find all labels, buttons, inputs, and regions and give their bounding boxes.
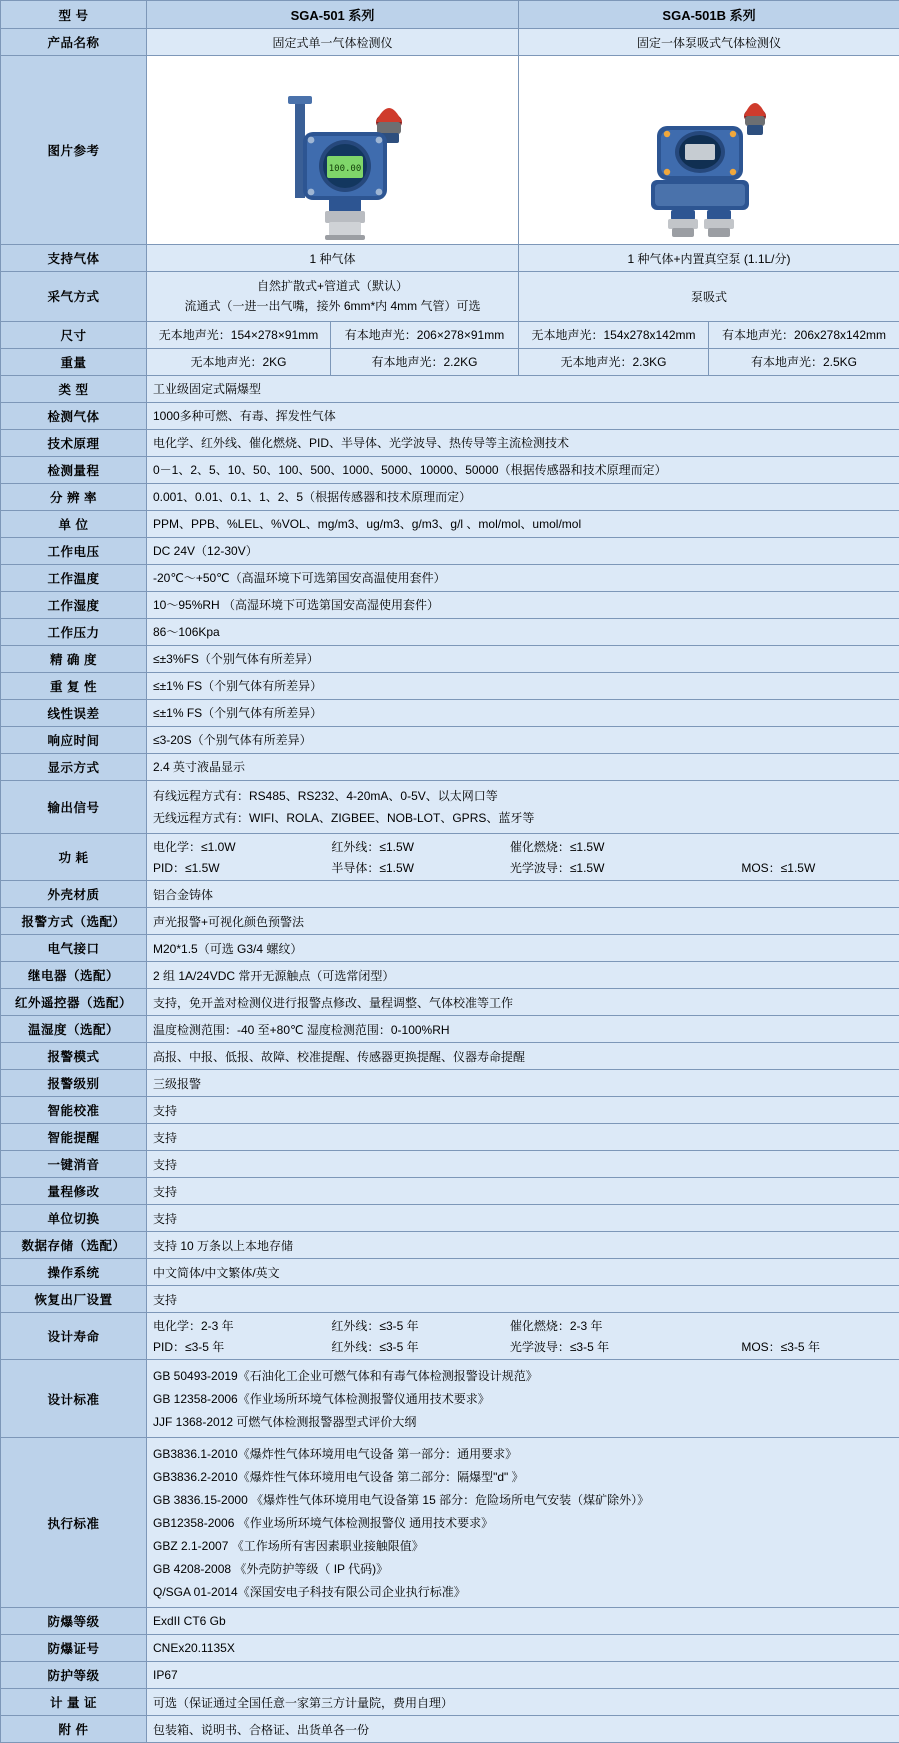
row-label-pressure: 工作压力 — [1, 618, 147, 645]
row-label-range-modify: 量程修改 — [1, 1178, 147, 1205]
table-row-type — [1, 375, 899, 402]
row-label-product-name: 产品名称 — [1, 29, 147, 56]
table-row-size — [1, 321, 899, 348]
table-row-output — [1, 780, 899, 833]
header-model-b: SGA-501B 系列 — [519, 1, 899, 29]
row-label-ex-cert: 防爆证号 — [1, 1635, 147, 1662]
row-label-detect-gas: 检测气体 — [1, 402, 147, 429]
table-row-factory-reset — [1, 1286, 899, 1313]
exec-standard-item: GB3836.2-2010《爆炸性气体环境用电气设备 第二部分：隔爆型"d" 》 — [153, 1465, 893, 1488]
table-row-alarm-mode-opt — [1, 908, 899, 935]
row-label-alarm-mode: 报警模式 — [1, 1043, 147, 1070]
value-alarm-mode: 高报、中报、低报、故障、校准提醒、传感器更换提醒、仪器寿命提醒 — [147, 1043, 899, 1070]
life-cell-4: PID：≤3-5 年 — [153, 1338, 327, 1355]
row-label-design-life: 设计寿命 — [1, 1313, 147, 1360]
value-temp-hum-opt: 温度检测范围：-40 至+80℃ 湿度检测范围：0-100%RH — [147, 1016, 899, 1043]
value-detect-gas: 1000多种可燃、有毒、挥发性气体 — [147, 402, 899, 429]
value-relay: 2 组 1A/24VDC 常开无源触点（可选常闭型） — [147, 962, 899, 989]
design-standard-item: GB 50493-2019《石油化工企业可燃气体和有毒气体检测报警设计规范》 — [153, 1364, 893, 1387]
value-design-life — [147, 1313, 899, 1360]
value-humidity: 10～95%RH （高湿环境下可选第国安高湿使用套件） — [147, 591, 899, 618]
value-voltage: DC 24V（12-30V） — [147, 537, 899, 564]
row-label-support-gas: 支持气体 — [1, 245, 147, 272]
table-row-accuracy — [1, 645, 899, 672]
life-cell-5: 红外线：≤3-5 年 — [331, 1338, 505, 1355]
row-label-sampling: 采气方式 — [1, 272, 147, 322]
row-label-relay: 继电器（选配） — [1, 962, 147, 989]
value-weight-a1: 无本地声光：2KG — [147, 348, 331, 375]
table-row-ir-remote — [1, 989, 899, 1016]
value-factory-reset: 支持 — [147, 1286, 899, 1313]
table-row-temp-hum-opt — [1, 1016, 899, 1043]
power-cell-6: 光学波导：≤1.5W — [510, 859, 738, 876]
table-row-temperature — [1, 564, 899, 591]
row-label-output: 输出信号 — [1, 780, 147, 833]
value-unit: PPM、PPB、%LEL、%VOL、mg/m3、ug/m3、g/m3、g/l 、mol/mol、umol/mol — [147, 510, 899, 537]
value-support-gas-a: 1 种气体 — [147, 245, 519, 272]
row-label-humidity: 工作湿度 — [1, 591, 147, 618]
value-display: 2.4 英寸液晶显示 — [147, 753, 899, 780]
gas-detector-wall-mount-icon — [203, 60, 463, 240]
value-response-time: ≤3-20S（个别气体有所差异） — [147, 726, 899, 753]
power-cell-7: MOS：≤1.5W — [741, 859, 893, 876]
power-cell-2: 催化燃烧：≤1.5W — [510, 838, 738, 855]
table-row-resolution — [1, 483, 899, 510]
value-support-gas-b: 1 种气体+内置真空泵 (1.1L/分) — [519, 245, 899, 272]
value-sampling-b: 泵吸式 — [519, 272, 899, 322]
value-size-a2: 有本地声光：206×278×91mm — [331, 321, 519, 348]
table-row-ex-level — [1, 1608, 899, 1635]
product-image-b — [519, 56, 899, 245]
value-type: 工业级固定式隔爆型 — [147, 375, 899, 402]
value-size-a1: 无本地声光：154×278×91mm — [147, 321, 331, 348]
value-resolution: 0.001、0.01、0.1、1、2、5（根据传感器和技术原理而定） — [147, 483, 899, 510]
table-row-os — [1, 1259, 899, 1286]
exec-standard-item: GB 3836.15-2000 《爆炸性气体环境用电气设备第 15 部分：危险场所电气安装（煤矿除外）》 — [153, 1488, 893, 1511]
table-row-alarm-mode — [1, 1043, 899, 1070]
row-label-linear-error: 线性误差 — [1, 699, 147, 726]
row-label-exec-standard: 执行标准 — [1, 1438, 147, 1608]
table-row-response-time — [1, 726, 899, 753]
table-row-sampling — [1, 272, 899, 322]
value-accessories: 包装箱、说明书、合格证、出货单各一份 — [147, 1716, 899, 1743]
value-unit-switch: 支持 — [147, 1205, 899, 1232]
value-one-key-mute: 支持 — [147, 1151, 899, 1178]
design-standard-item: JJF 1368-2012 可燃气体检测报警器型式评价大纲 — [153, 1410, 893, 1433]
row-label-principle: 技术原理 — [1, 429, 147, 456]
table-row-design-standard — [1, 1360, 899, 1438]
row-label-data-storage: 数据存储（选配） — [1, 1232, 147, 1259]
table-row-repeatability — [1, 672, 899, 699]
row-label-display: 显示方式 — [1, 753, 147, 780]
value-weight-b2: 有本地声光：2.5KG — [709, 348, 899, 375]
life-cell-1: 红外线：≤3-5 年 — [331, 1317, 505, 1334]
row-label-unit: 单 位 — [1, 510, 147, 537]
device-illustration-b — [525, 60, 893, 240]
exec-standard-item: GB12358-2006 《作业场所环境气体检测报警仪 通用技术要求》 — [153, 1511, 893, 1534]
output-line2: 无线远程方式有：WIFI、ROLA、ZIGBEE、NOB-LOT、GPRS、蓝牙等 — [153, 807, 893, 829]
table-row-power — [1, 834, 899, 881]
life-cell-2: 催化燃烧：2-3 年 — [510, 1317, 738, 1334]
svg-text:100.00: 100.00 — [328, 164, 361, 174]
row-label-resolution: 分 辨 率 — [1, 483, 147, 510]
row-label-accuracy: 精 确 度 — [1, 645, 147, 672]
row-label-accessories: 附 件 — [1, 1716, 147, 1743]
table-row-accessories — [1, 1716, 899, 1743]
row-label-size: 尺寸 — [1, 321, 147, 348]
row-label-smart-reminder: 智能提醒 — [1, 1124, 147, 1151]
table-row-relay — [1, 962, 899, 989]
table-row-ip-level — [1, 1662, 899, 1689]
power-cell-3 — [741, 838, 893, 855]
value-ip-level: IP67 — [147, 1662, 899, 1689]
row-label-alarm-mode-opt: 报警方式（选配） — [1, 908, 147, 935]
row-label-range: 检测量程 — [1, 456, 147, 483]
table-row-unit — [1, 510, 899, 537]
value-weight-a2: 有本地声光：2.2KG — [331, 348, 519, 375]
value-shell: 铝合金铸体 — [147, 881, 899, 908]
table-row-metering-cert — [1, 1689, 899, 1716]
value-ex-cert: CNEx20.1135X — [147, 1635, 899, 1662]
row-label-electrical-interface: 电气接口 — [1, 935, 147, 962]
value-size-b2: 有本地声光：206x278x142mm — [709, 321, 899, 348]
value-range: 0－1、2、5、10、50、100、500、1000、5000、10000、50000（根据传感器和技术原理而定） — [147, 456, 899, 483]
table-row-shell — [1, 881, 899, 908]
table-row-weight — [1, 348, 899, 375]
table-row-range — [1, 456, 899, 483]
sampling-a-line1: 自然扩散式+管道式（默认） — [153, 276, 512, 296]
table-row-linear-error — [1, 699, 899, 726]
value-alarm-level: 三级报警 — [147, 1070, 899, 1097]
exec-standard-item: Q/SGA 01-2014《深国安电子科技有限公司企业执行标准》 — [153, 1580, 893, 1603]
table-row-alarm-level — [1, 1070, 899, 1097]
value-data-storage: 支持 10 万条以上本地存储 — [147, 1232, 899, 1259]
value-repeatability: ≤±1% FS（个别气体有所差异） — [147, 672, 899, 699]
value-pressure: 86～106Kpa — [147, 618, 899, 645]
value-ir-remote: 支持，免开盖对检测仪进行报警点修改、量程调整、气体校准等工作 — [147, 989, 899, 1016]
table-row-pressure — [1, 618, 899, 645]
row-label-factory-reset: 恢复出厂设置 — [1, 1286, 147, 1313]
row-label-response-time: 响应时间 — [1, 726, 147, 753]
value-design-standard — [147, 1360, 899, 1438]
row-label-power: 功 耗 — [1, 834, 147, 881]
value-metering-cert: 可选（保证通过全国任意一家第三方计量院，费用自理） — [147, 1689, 899, 1716]
power-cell-1: 红外线：≤1.5W — [331, 838, 505, 855]
value-product-name-a: 固定式单一气体检测仪 — [147, 29, 519, 56]
row-label-one-key-mute: 一键消音 — [1, 1151, 147, 1178]
table-row-smart-reminder — [1, 1124, 899, 1151]
value-temperature: -20℃～+50℃（高温环境下可选第国安高温使用套件） — [147, 564, 899, 591]
table-row-unit-switch — [1, 1205, 899, 1232]
exec-standard-item: GB3836.1-2010《爆炸性气体环境用电气设备 第一部分：通用要求》 — [153, 1442, 893, 1465]
device-illustration-a — [153, 60, 512, 240]
value-linear-error: ≤±1% FS（个别气体有所差异） — [147, 699, 899, 726]
table-row-detect-gas — [1, 402, 899, 429]
table-row-image-ref — [1, 56, 899, 245]
value-exec-standard — [147, 1438, 899, 1608]
power-cell-5: 半导体：≤1.5W — [331, 859, 505, 876]
row-label-os: 操作系统 — [1, 1259, 147, 1286]
table-row-smart-calibration — [1, 1097, 899, 1124]
row-label-temp-hum-opt: 温湿度（选配） — [1, 1016, 147, 1043]
value-principle: 电化学、红外线、催化燃烧、PID、半导体、光学波导、热传导等主流检测技术 — [147, 429, 899, 456]
value-range-modify: 支持 — [147, 1178, 899, 1205]
value-output — [147, 780, 899, 833]
value-size-b1: 无本地声光：154x278x142mm — [519, 321, 709, 348]
row-label-shell: 外壳材质 — [1, 881, 147, 908]
row-label-repeatability: 重 复 性 — [1, 672, 147, 699]
table-row-principle — [1, 429, 899, 456]
life-cell-0: 电化学：2-3 年 — [153, 1317, 327, 1334]
table-row-voltage — [1, 537, 899, 564]
table-row-data-storage — [1, 1232, 899, 1259]
table-row-design-life — [1, 1313, 899, 1360]
life-cell-3 — [741, 1317, 893, 1334]
value-electrical-interface: M20*1.5（可选 G3/4 螺纹） — [147, 935, 899, 962]
header-model-a: SGA-501 系列 — [147, 1, 519, 29]
row-label-smart-calibration: 智能校准 — [1, 1097, 147, 1124]
row-label-design-standard: 设计标准 — [1, 1360, 147, 1438]
value-accuracy: ≤±3%FS（个别气体有所差异） — [147, 645, 899, 672]
table-row-exec-standard — [1, 1438, 899, 1608]
exec-standard-item: GBZ 2.1-2007 《工作场所有害因素职业接触限值》 — [153, 1534, 893, 1557]
row-label-voltage: 工作电压 — [1, 537, 147, 564]
row-label-ex-level: 防爆等级 — [1, 1608, 147, 1635]
row-label-weight: 重量 — [1, 348, 147, 375]
table-row-support-gas — [1, 245, 899, 272]
row-label-temperature: 工作温度 — [1, 564, 147, 591]
power-cell-4: PID：≤1.5W — [153, 859, 327, 876]
row-label-unit-switch: 单位切换 — [1, 1205, 147, 1232]
row-label-model: 型 号 — [1, 1, 147, 29]
table-row-one-key-mute — [1, 1151, 899, 1178]
life-cell-6: 光学波导：≤3-5 年 — [510, 1338, 738, 1355]
value-power — [147, 834, 899, 881]
life-cell-7: MOS：≤3-5 年 — [741, 1338, 893, 1355]
sampling-a-line2: 流通式（一进一出气嘴，接外 6mm*内 4mm 气管）可选 — [153, 296, 512, 316]
design-standard-item: GB 12358-2006《作业场所环境气体检测报警仪通用技术要求》 — [153, 1387, 893, 1410]
value-product-name-b: 固定一体泵吸式气体检测仪 — [519, 29, 899, 56]
value-weight-b1: 无本地声光：2.3KG — [519, 348, 709, 375]
row-label-alarm-level: 报警级别 — [1, 1070, 147, 1097]
row-label-type: 类 型 — [1, 375, 147, 402]
design-life-grid — [153, 1317, 893, 1355]
gas-detector-pump-icon — [579, 60, 839, 240]
row-label-image-ref: 图片参考 — [1, 56, 147, 245]
value-os: 中文简体/中文繁体/英文 — [147, 1259, 899, 1286]
value-smart-reminder: 支持 — [147, 1124, 899, 1151]
row-label-ip-level: 防护等级 — [1, 1662, 147, 1689]
value-alarm-mode-opt: 声光报警+可视化颜色预警法 — [147, 908, 899, 935]
power-grid — [153, 838, 893, 876]
row-label-ir-remote: 红外遥控器（选配） — [1, 989, 147, 1016]
table-row-product-name — [1, 29, 899, 56]
table-row-humidity — [1, 591, 899, 618]
table-row-model — [1, 1, 899, 29]
value-ex-level: ExdII CT6 Gb — [147, 1608, 899, 1635]
row-label-metering-cert: 计 量 证 — [1, 1689, 147, 1716]
table-row-electrical-interface — [1, 935, 899, 962]
table-row-range-modify — [1, 1178, 899, 1205]
output-line1: 有线远程方式有：RS485、RS232、4-20mA、0-5V、以太网口等 — [153, 785, 893, 807]
value-smart-calibration: 支持 — [147, 1097, 899, 1124]
product-image-a — [147, 56, 519, 245]
table-row-display — [1, 753, 899, 780]
table-row-ex-cert — [1, 1635, 899, 1662]
value-sampling-a — [147, 272, 519, 322]
power-cell-0: 电化学：≤1.0W — [153, 838, 327, 855]
exec-standard-item: GB 4208-2008 《外壳防护等级（ IP 代码)》 — [153, 1557, 893, 1580]
